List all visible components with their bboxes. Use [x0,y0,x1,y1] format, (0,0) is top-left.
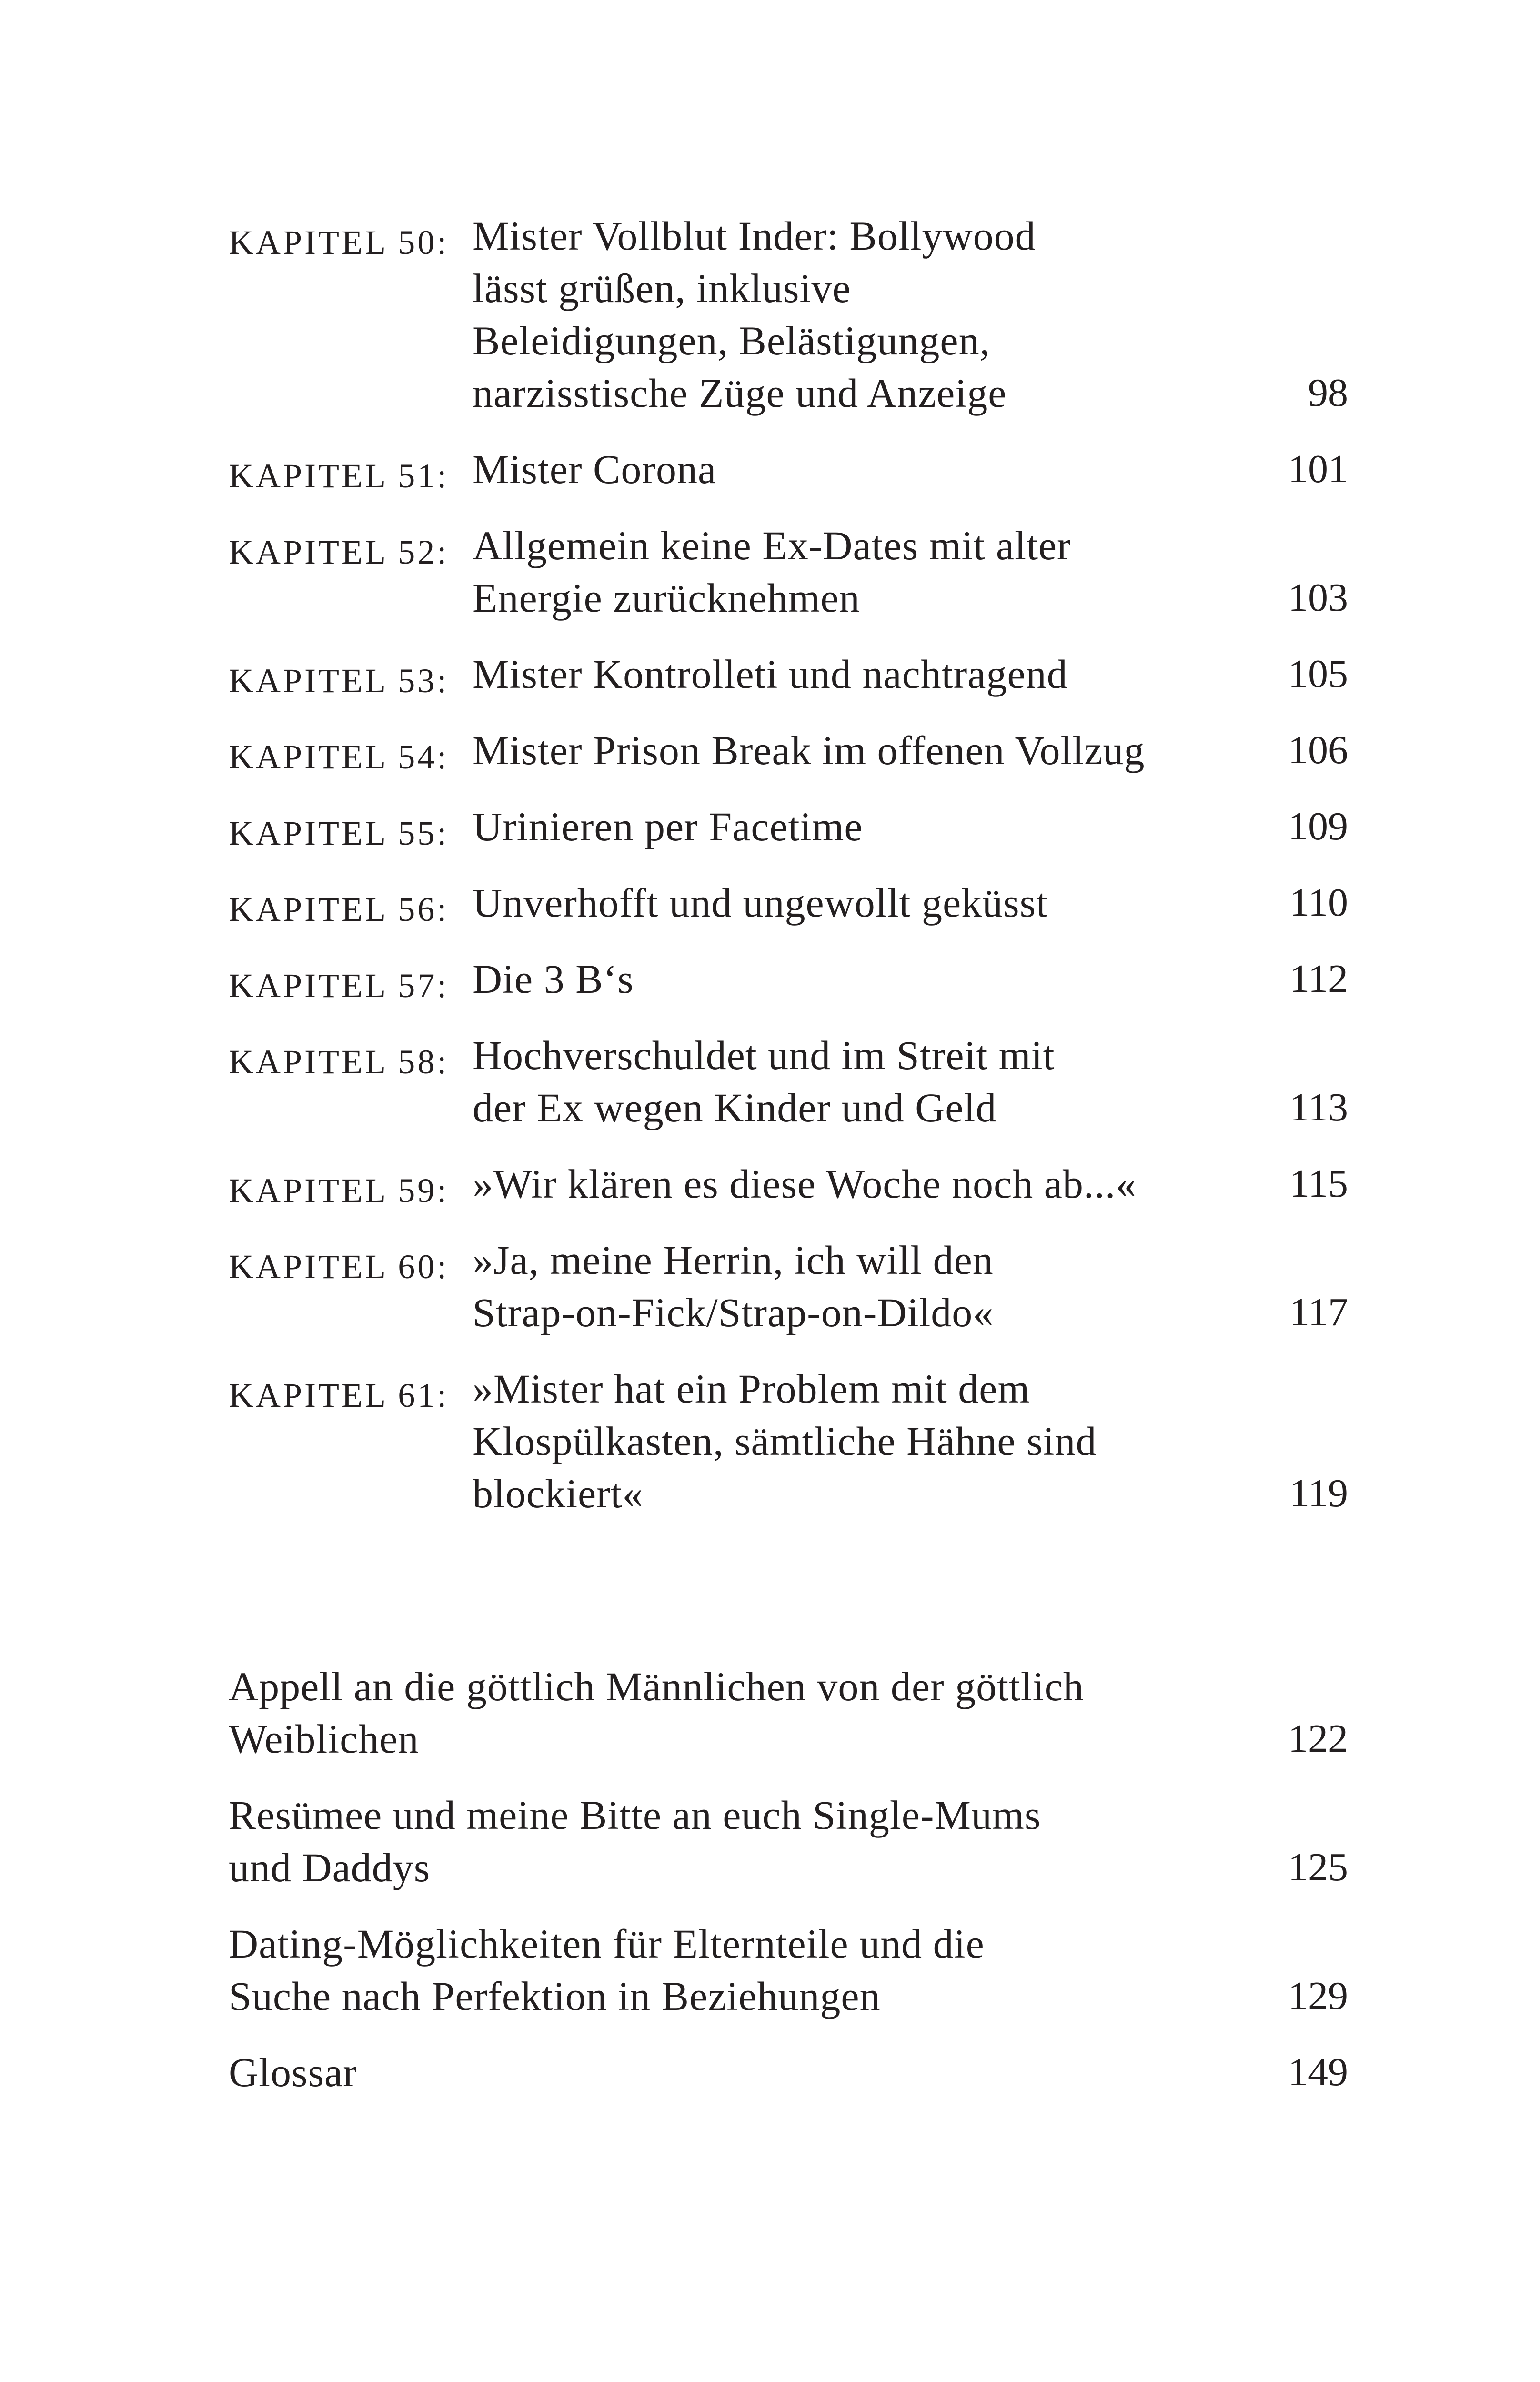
chapter-label: KAPITEL 51: [229,457,449,495]
chapter-title [473,724,1235,777]
appendix-title [229,1918,1229,2022]
chapter-title-line: »Ja, meine Herrin, ich will den [473,1237,994,1283]
chapter-label: KAPITEL 59: [229,1171,449,1210]
chapter-title [473,519,1235,624]
appendix-title [229,1660,1229,1765]
chapter-title-line: Mister Kontrolleti und nachtragend [473,651,1068,697]
page-number: 122 [1288,1716,1348,1761]
chapter-title-line: Mister Vollblut Inder: Bollywood [473,213,1036,259]
chapter-title-line: lässt grüßen, inklusive [473,265,851,311]
appendix-title-line: Suche nach Perfektion in Beziehungen [229,1973,881,2019]
appendix-title-line: Glossar [229,2049,357,2095]
chapter-title [473,1363,1235,1520]
chapter-label: KAPITEL 54: [229,738,449,776]
chapter-label: KAPITEL 60: [229,1248,449,1286]
chapter-title [473,953,1235,1005]
chapter-title-line: Urinieren per Facetime [473,804,863,849]
chapter-label: KAPITEL 55: [229,814,449,852]
page-number: 117 [1289,1290,1348,1334]
page-number: 110 [1289,880,1348,925]
chapter-title-line: Die 3 B‘s [473,956,634,1002]
appendix-title [229,2046,1229,2099]
chapter-title-line: narzisstische Züge und Anzeige [473,370,1007,416]
chapter-label: KAPITEL 52: [229,533,449,571]
page-number: 125 [1288,1845,1348,1889]
page-number: 112 [1289,957,1348,1001]
chapter-label: KAPITEL 58: [229,1043,449,1081]
appendix-title-line: Resümee und meine Bitte an euch Single-Mums [229,1792,1041,1838]
page-number: 98 [1308,371,1348,415]
page-number: 101 [1288,447,1348,491]
chapter-title-line: Mister Corona [473,446,717,492]
page-number: 113 [1289,1085,1348,1130]
page-number: 129 [1288,1974,1348,2018]
page-number: 109 [1288,804,1348,848]
chapter-title [473,1029,1235,1134]
appendix-title-line: und Daddys [229,1845,431,1890]
chapter-title-line: Energie zurücknehmen [473,575,860,621]
chapter-title [473,443,1235,495]
page-number: 103 [1288,575,1348,620]
chapter-title-line: der Ex wegen Kinder und Geld [473,1085,997,1130]
page-number: 106 [1288,728,1348,772]
chapter-title-line: Strap-on-Fick/Strap-on-Dildo« [473,1290,994,1335]
page-number: 119 [1289,1471,1348,1515]
chapter-title [473,1158,1235,1210]
chapter-title-line: Klospülkasten, sämtliche Hähne sind [473,1418,1097,1464]
chapter-title-line: Unverhofft und ungewollt geküsst [473,880,1048,926]
chapter-title-line: blockiert« [473,1471,644,1516]
chapter-title [473,648,1235,700]
appendix-title [229,1789,1229,1894]
chapter-title-line: Hochverschuldet und im Streit mit [473,1032,1055,1078]
chapter-label: KAPITEL 57: [229,967,449,1005]
page-number: 105 [1288,652,1348,696]
chapter-title-line: Beleidigungen, Belästigungen, [473,318,991,363]
chapter-title-line: Mister Prison Break im offenen Vollzug [473,727,1145,773]
chapter-label: KAPITEL 56: [229,890,449,929]
appendix-title-line: Weiblichen [229,1716,419,1762]
chapter-title [473,800,1235,853]
chapter-title-line: Allgemein keine Ex-Dates mit alter [473,523,1071,568]
chapter-title-line: »Wir klären es diese Woche noch ab...« [473,1161,1137,1207]
page-number: 149 [1288,2050,1348,2094]
chapter-title [473,877,1235,929]
chapter-label: KAPITEL 53: [229,662,449,700]
chapter-title-line: »Mister hat ein Problem mit dem [473,1366,1030,1412]
chapter-title [473,1234,1235,1339]
appendix-title-line: Appell an die göttlich Männlichen von der göttlich [229,1664,1084,1709]
chapter-label: KAPITEL 50: [229,223,449,262]
appendix-title-line: Dating-Möglichkeiten für Elternteile und die [229,1921,985,1967]
chapter-label: KAPITEL 61: [229,1376,449,1414]
page-number: 115 [1289,1161,1348,1206]
chapter-title [473,210,1235,419]
